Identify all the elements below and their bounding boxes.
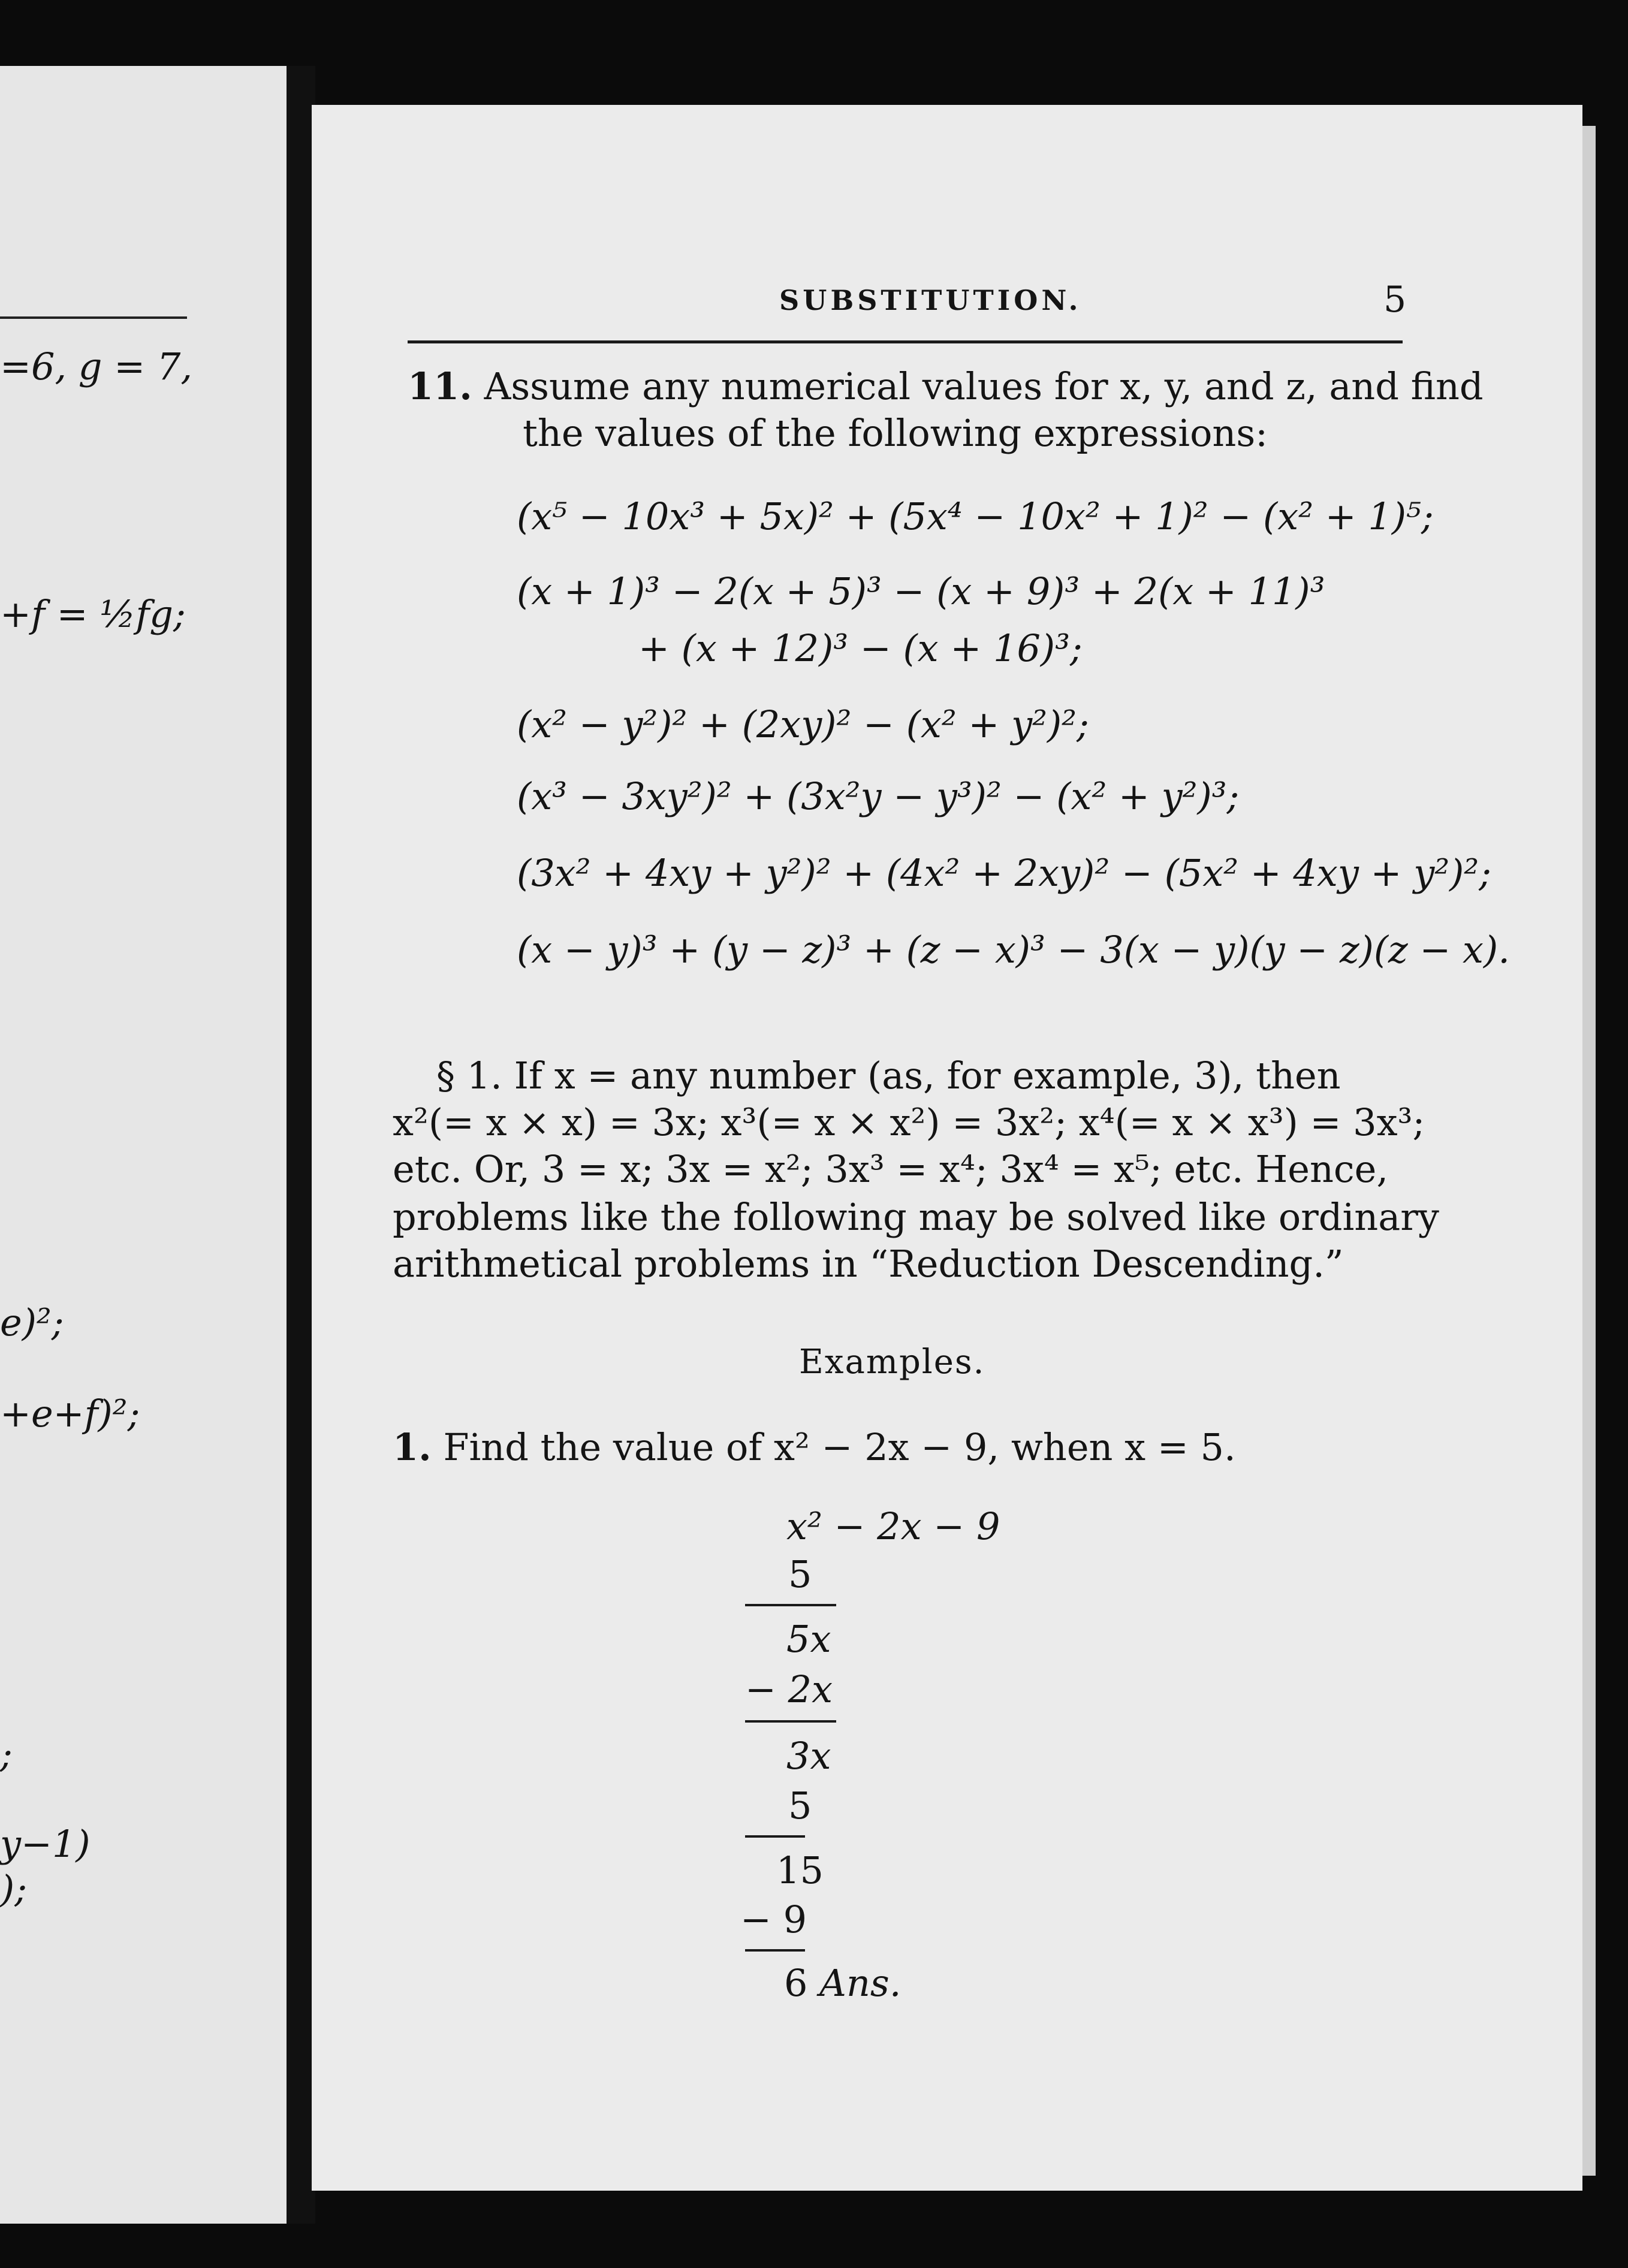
section-line: § 1. If x = any number (as, for example, 3), then — [436, 1054, 1341, 1097]
exercise-number: 11. — [408, 364, 472, 408]
left-fragment: ); — [0, 1867, 28, 1911]
page-edge — [1582, 126, 1596, 2176]
work-line: − 9 — [740, 1898, 807, 1941]
work-multiplier: 5 — [788, 1552, 812, 1596]
work-line: 5x — [786, 1617, 831, 1661]
work-rule — [745, 1949, 805, 1952]
expression: (x² − y²)² + (2xy)² − (x² + y²)²; — [517, 702, 1089, 746]
left-fragment: y−1) — [0, 1822, 91, 1866]
left-page-rule — [0, 316, 187, 319]
expression: (x⁵ − 10x³ + 5x)² + (5x⁴ − 10x² + 1)² − (x² + 1)⁵; — [517, 494, 1434, 538]
section-line: arithmetical problems in “Reduction Descending.” — [393, 1242, 1344, 1286]
result-value: 6 — [784, 1961, 808, 2005]
example-number: 1. — [393, 1425, 432, 1469]
work-rule — [745, 1720, 836, 1723]
example-1 — [393, 1425, 1236, 1469]
page-number: 5 — [1383, 279, 1407, 321]
expression: (x + 1)³ − 2(x + 5)³ − (x + 9)³ + 2(x + 11)³ — [517, 569, 1325, 613]
work-rule — [745, 1835, 805, 1838]
left-page — [0, 66, 294, 2224]
left-fragment: +e+f)²; — [0, 1392, 140, 1435]
expression: + (x + 12)³ − (x + 16)³; — [638, 626, 1083, 670]
work-expression: x² − 2x − 9 — [786, 1504, 1000, 1548]
left-fragment: =6, g = 7, — [0, 345, 193, 388]
work-line: 15 — [776, 1848, 824, 1892]
work-line: 3x — [786, 1734, 831, 1778]
exercise-11-line-2: the values of the following expressions: — [523, 411, 1268, 455]
left-fragment: e)²; — [0, 1301, 64, 1344]
exercise-text: Assume any numerical values for x, y, and z, and find — [484, 364, 1484, 408]
answer-label: Ans. — [819, 1961, 902, 2005]
book-gutter — [287, 66, 315, 2224]
work-rule — [745, 1604, 836, 1606]
section-line: etc. Or, 3 = x; 3x = x²; 3x³ = x⁴; 3x⁴ = x⁵; etc. Hence, — [393, 1147, 1389, 1191]
work-line: − 2x — [745, 1667, 833, 1711]
expression: (x − y)³ + (y − z)³ + (z − x)³ − 3(x − y)(y − z)(z − x). — [517, 928, 1510, 972]
expression: (3x² + 4xy + y²)² + (4x² + 2xy)² − (5x² + 4xy + y²)²; — [517, 851, 1492, 895]
work-result — [784, 1961, 901, 2005]
header-rule — [408, 340, 1403, 343]
left-fragment: ; — [0, 1732, 13, 1776]
expression: (x³ − 3xy²)² + (3x²y − y³)² − (x² + y²)³; — [517, 774, 1240, 818]
section-line: problems like the following may be solved like ordinary — [393, 1195, 1439, 1239]
section-line: x²(= x × x) = 3x; x³(= x × x²) = 3x²; x⁴(= x × x³) = 3x³; — [393, 1100, 1425, 1144]
examples-heading: Examples. — [799, 1343, 985, 1382]
example-text: Find the value of x² − 2x − 9, when x = 5. — [443, 1425, 1236, 1469]
work-multiplier: 5 — [788, 1784, 812, 1827]
running-header: SUBSTITUTION. — [779, 284, 1082, 316]
left-fragment: +f = ½fg; — [0, 592, 186, 636]
exercise-11-line-1 — [408, 364, 1484, 408]
